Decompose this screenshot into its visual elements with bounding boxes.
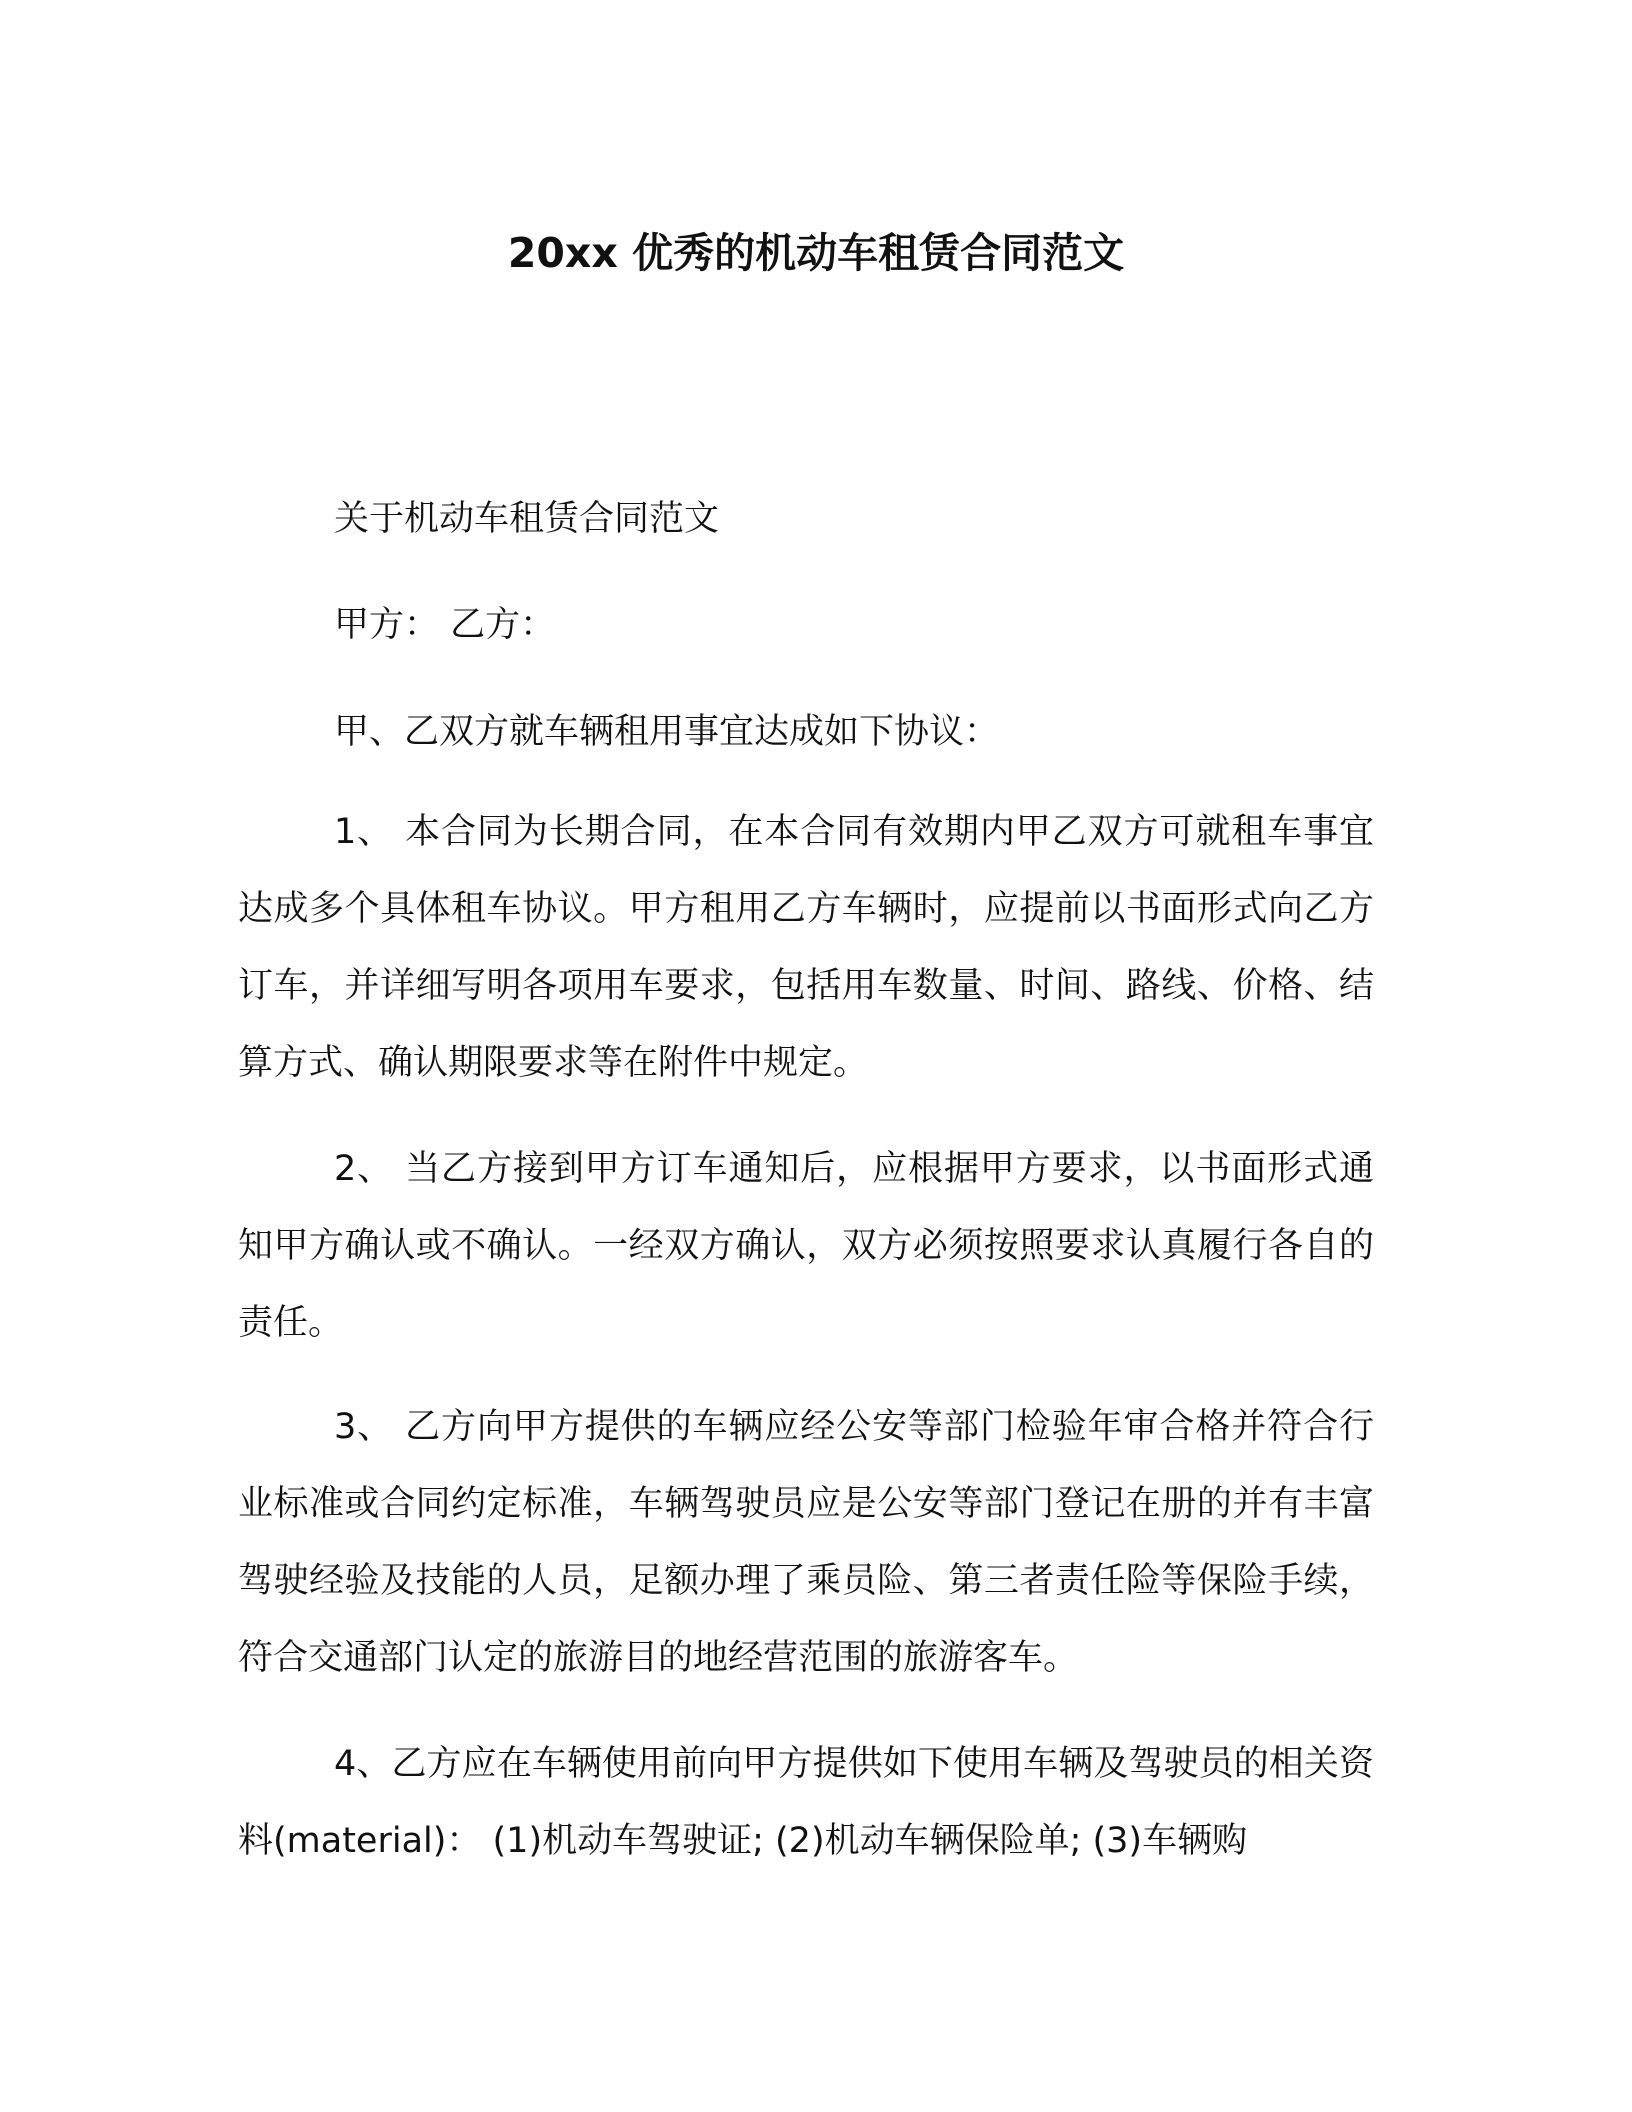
clause-3: 3、 乙方向甲方提供的车辆应经公安等部门检验年审合格并符合行业标准或合同约定标准，车辆驾驶员应是公安等部门登记在册的并有丰富驾驶经验及技能的人员，足额办理了乘员险、第三者责任险等保险手续，符合交通部门认定的旅游目的地经营范围的旅游客车。	[238, 1407, 1374, 1678]
clause-1: 1、 本合同为长期合同，在本合同有效期内甲乙双方可就租车事宜达成多个具体租车协议。甲方租用乙方车辆时，应提前以书面形式向乙方订车，并详细写明各项用车要求，包括用车数量、时间、路线、价格、结算方式、确认期限要求等在附件中规定。	[238, 812, 1374, 1083]
clause-2: 2、 当乙方接到甲方订车通知后，应根据甲方要求，以书面形式通知甲方确认或不确认。一经双方确认，双方必须按照要求认真履行各自的责任。	[238, 1149, 1374, 1343]
document-subtitle: 关于机动车租赁合同范文	[334, 499, 720, 539]
parties-line: 甲方： 乙方：	[334, 605, 556, 645]
clause-4: 4、乙方应在车辆使用前向甲方提供如下使用车辆及驾驶员的相关资料(material)： (1)机动车驾驶证; (2)机动车辆保险单; (3)车辆购	[238, 1744, 1374, 1861]
agreement-intro: 甲、乙双方就车辆租用事宜达成如下协议：	[334, 712, 1000, 752]
document-title: 20xx 优秀的机动车租赁合同范文	[507, 229, 1125, 277]
